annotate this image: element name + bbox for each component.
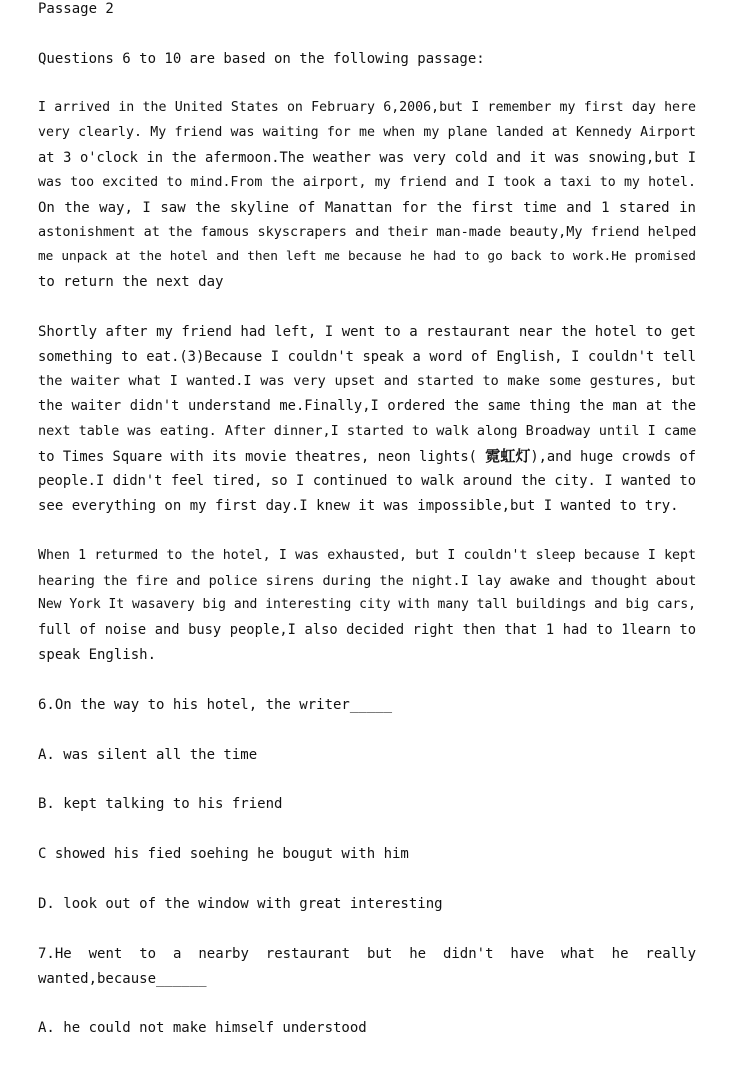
neon-text-start: to Times Square with its movie theatres, neon lights(: [38, 449, 477, 465]
neon-text-end: ),and huge crowds of: [530, 449, 696, 465]
paragraph-1-line: at 3 o'clock in the afermoon.The weather was very cold and it was snowing,but I: [38, 150, 696, 166]
question-6-option-d: D. look out of the window with great interesting: [38, 896, 443, 912]
paragraph-3-line: hearing the fire and police sirens during the night.I lay awake and thought about: [38, 573, 697, 589]
paragraph-1-line: very clearly. My friend was waiting for me when my plane landed at Kennedy Airport: [38, 125, 696, 140]
paragraph-2-line: next table was eating. After dinner,I started to walk along Broadway until I came: [38, 423, 697, 439]
paragraph-2-line: something to eat.(3)Because I couldn't speak a word of English, I couldn't tell: [38, 349, 696, 365]
question-7-stem: 7.He went to a nearby restaurant but he didn't have what he really: [38, 946, 696, 962]
paragraph-1-line: to return the next day: [38, 274, 224, 290]
question-7-stem-cont: wanted,because______: [38, 971, 207, 987]
neon-chinese-gloss: 霓虹灯: [485, 447, 531, 465]
paragraph-2-line: the waiter what I wanted.I was very upset and started to make some gestures, but: [38, 373, 696, 389]
passage-header: Passage 2: [38, 1, 114, 17]
intro-line: Questions 6 to 10 are based on the following passage:: [38, 51, 485, 67]
paragraph-3-line: full of noise and busy people,I also decided right then that 1 had to 1learn to: [38, 622, 696, 638]
paragraph-2-line: people.I didn't feel tired, so I continued to walk around the city. I wanted to: [38, 473, 696, 489]
paragraph-1-line: I arrived in the United States on February 6,2006,but I remember my first day here: [38, 100, 696, 115]
question-6-option-a: A. was silent all the time: [38, 747, 258, 763]
paragraph-1-line: me unpack at the hotel and then left me because he had to go back to work.He promised: [38, 249, 696, 264]
paragraph-2-line: Shortly after my friend had left, I went to a restaurant near the hotel to get: [38, 324, 696, 340]
paragraph-3-line: speak English.: [38, 647, 157, 663]
question-6-stem: 6.On the way to his hotel, the writer_____: [38, 697, 393, 713]
question-6-option-c: C showed his fied soehing he bougut with him: [38, 846, 409, 862]
paragraph-2-line: see everything on my first day.I knew it was impossible,but I wanted to try.: [38, 498, 679, 514]
question-7-option-a: A. he could not make himself understood: [38, 1020, 367, 1036]
paragraph-1-line: On the way, I saw the skyline of Manattan for the first time and 1 stared in: [38, 200, 696, 216]
paragraph-2-line: the waiter didn't understand me.Finally,I ordered the same thing the man at the: [38, 398, 696, 414]
paragraph-2-line-neon: [38, 444, 696, 470]
paragraph-3-line: New York It wasavery big and interesting city with many tall buildings and big cars,: [38, 597, 696, 612]
paragraph-1-line: astonishment at the famous skyscrapers and their man-made beauty,My friend helped: [38, 224, 697, 240]
question-6-option-b: B. kept talking to his friend: [38, 796, 283, 812]
paragraph-3-line: When 1 returmed to the hotel, I was exhausted, but I couldn't sleep because I kept: [38, 548, 696, 563]
paragraph-1-line: was too excited to mind.From the airport, my friend and I took a taxi to my hotel.: [38, 175, 696, 190]
